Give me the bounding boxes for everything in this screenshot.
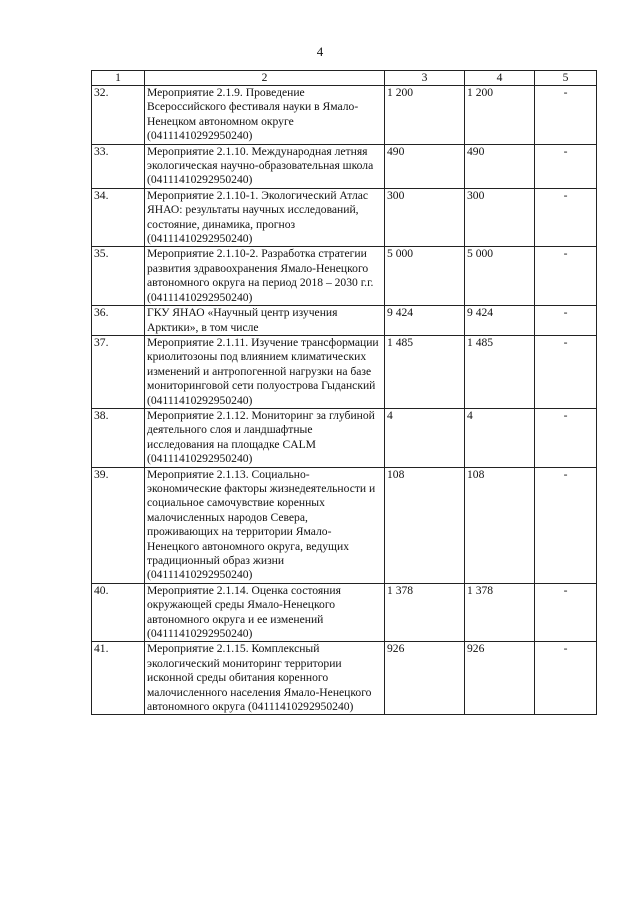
column-header: 3 [385, 71, 465, 86]
table-row [92, 335, 597, 408]
row-col4-value: 1 200 [465, 86, 535, 145]
column-header: 5 [535, 71, 597, 86]
row-col3-value: 1 485 [385, 335, 465, 408]
row-name: Мероприятие 2.1.10. Международная летняя экологическая научно-образовательная школа (04111410292950240) [145, 144, 385, 188]
row-col3-value: 108 [385, 467, 465, 583]
row-col3-value: 1 378 [385, 583, 465, 642]
row-col4-value: 108 [465, 467, 535, 583]
row-col4-value: 490 [465, 144, 535, 188]
row-number: 35. [92, 247, 145, 306]
row-number: 34. [92, 188, 145, 247]
row-number: 36. [92, 306, 145, 336]
row-number: 40. [92, 583, 145, 642]
row-col5-value: - [535, 188, 597, 247]
row-number: 32. [92, 86, 145, 145]
column-header: 4 [465, 71, 535, 86]
row-name: Мероприятие 2.1.15. Комплексный экологический мониторинг территории исконной среды обитания коренного малочисленного населения Ямало-Ненецкого автономного округа (04111410292950240) [145, 642, 385, 715]
row-number: 37. [92, 335, 145, 408]
row-number: 38. [92, 408, 145, 467]
row-col3-value: 490 [385, 144, 465, 188]
row-col3-value: 1 200 [385, 86, 465, 145]
row-number: 41. [92, 642, 145, 715]
page-number: 4 [316, 44, 324, 59]
row-col4-value: 300 [465, 188, 535, 247]
row-col5-value: - [535, 86, 597, 145]
row-col4-value: 4 [465, 408, 535, 467]
row-col5-value: - [535, 467, 597, 583]
row-name: ГКУ ЯНАО «Научный центр изучения Арктики», в том числе [145, 306, 385, 336]
row-col3-value: 926 [385, 642, 465, 715]
row-number: 39. [92, 467, 145, 583]
row-col5-value: - [535, 408, 597, 467]
row-name: Мероприятие 2.1.13. Социально-экономические факторы жизнедеятельности и социальное самочувствие коренных малочисленных народов Севера, проживающих на территории Ямало-Ненецкого автономного округа, ведущих традиционный образ жизни (04111410292950240) [145, 467, 385, 583]
row-col3-value: 300 [385, 188, 465, 247]
row-col5-value: - [535, 306, 597, 336]
row-col3-value: 9 424 [385, 306, 465, 336]
row-col4-value: 1 378 [465, 583, 535, 642]
row-name: Мероприятие 2.1.10-2. Разработка стратегии развития здравоохранения Ямало-Ненецкого автономного округа на период 2018 – 2030 г.г. (04111410292950240) [145, 247, 385, 306]
table-row [92, 144, 597, 188]
row-name: Мероприятие 2.1.10-1. Экологический Атлас ЯНАО: результаты научных исследований, состояние, динамика, прогноз (04111410292950240) [145, 188, 385, 247]
table-body [92, 71, 597, 715]
row-col5-value: - [535, 247, 597, 306]
table-header-row [92, 71, 597, 86]
table-row [92, 467, 597, 583]
budget-table [91, 70, 597, 715]
row-col5-value: - [535, 144, 597, 188]
row-name: Мероприятие 2.1.9. Проведение Всероссийского фестиваля науки в Ямало-Ненецком автономном округе (04111410292950240) [145, 86, 385, 145]
row-col5-value: - [535, 583, 597, 642]
table-row [92, 408, 597, 467]
column-header: 1 [92, 71, 145, 86]
row-name: Мероприятие 2.1.11. Изучение трансформации криолитозоны под влиянием климатических изменений и антропогенной нагрузки на базе мониторинговой сети полуострова Гыданский (04111410292950240) [145, 335, 385, 408]
row-col4-value: 1 485 [465, 335, 535, 408]
row-col5-value: - [535, 642, 597, 715]
row-col4-value: 9 424 [465, 306, 535, 336]
table-row [92, 642, 597, 715]
table-row [92, 188, 597, 247]
table-row [92, 306, 597, 336]
row-name: Мероприятие 2.1.14. Оценка состояния окружающей среды Ямало-Ненецкого автономного округа и ее изменений (04111410292950240) [145, 583, 385, 642]
row-col4-value: 926 [465, 642, 535, 715]
row-name: Мероприятие 2.1.12. Мониторинг за глубиной деятельного слоя и ландшафтные исследования на площадке CALM (04111410292950240) [145, 408, 385, 467]
column-header: 2 [145, 71, 385, 86]
row-col5-value: - [535, 335, 597, 408]
table-row [92, 86, 597, 145]
table-row [92, 247, 597, 306]
row-col4-value: 5 000 [465, 247, 535, 306]
table-row [92, 583, 597, 642]
row-col3-value: 5 000 [385, 247, 465, 306]
row-number: 33. [92, 144, 145, 188]
row-col3-value: 4 [385, 408, 465, 467]
